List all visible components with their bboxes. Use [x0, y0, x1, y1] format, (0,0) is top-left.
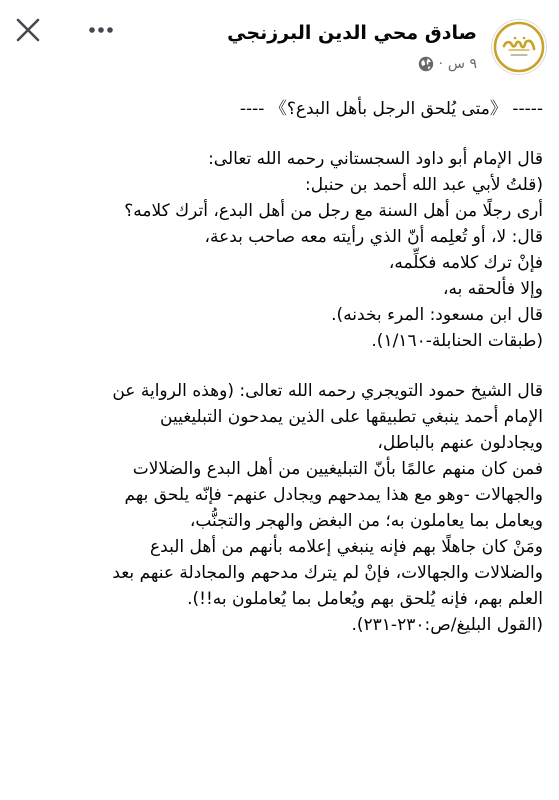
post-line: أرى رجلًا من أهل السنة مع رجل من أهل البدع، أترك كلامه؟: [124, 201, 543, 221]
post-line: (القول البليغ/ص:٢٣٠-٢٣١).: [351, 615, 543, 635]
globe-icon: [418, 56, 434, 72]
post-line: ومَنْ كان جاهلًا بهم فإنه ينبغي إعلامه بأنهم من أهل البدع: [150, 537, 543, 557]
more-options-icon: [88, 26, 114, 34]
post-line: (قلتُ لأبي عبد الله أحمد بن حنبل:: [305, 175, 543, 195]
post-meta: [418, 56, 477, 72]
post-line: الإمام أحمد ينبغي تطبيقها على الذين يمدحون التبليغيين: [160, 407, 543, 427]
post-line: قال ابن مسعود: المرء بخدنه).: [331, 305, 543, 325]
meta-separator: ·: [438, 56, 443, 72]
close-button[interactable]: [12, 14, 44, 46]
post-line: قال الإمام أبو داود السجستاني رحمه الله تعالى:: [208, 149, 543, 169]
spacer: [16, 122, 543, 146]
post-text: [16, 96, 543, 638]
post-line: فإنْ ترك كلامه فكلِّمه،: [388, 253, 543, 273]
post-line: قال: لا، أو تُعلِمه أنّ الذي رأيته معه صاحب بدعة،: [204, 227, 543, 247]
post-line: ويعامل بما يعاملون به؛ من البغض والهجر والتجنُّب،: [189, 511, 543, 531]
author-logo: [491, 19, 547, 75]
post-line: (طبقات الحنابلة-١/١٦٠).: [371, 331, 543, 351]
more-options-button[interactable]: [86, 16, 116, 44]
post-line: وإلا فألحقه به،: [443, 279, 543, 299]
post-time[interactable]: ٩ س: [447, 56, 477, 72]
post-line: والجهالات -وهو مع هذا يمدحهم ويجادل عنهم- فإنّه يلحق بهم: [124, 485, 543, 505]
spacer: [16, 354, 543, 378]
post-line: ويجادلون عنهم بالباطل،: [377, 433, 543, 453]
post-line: والضلالات والجهالات، فإنْ لم يترك مدحهم والمجادلة عنهم بعد: [112, 563, 543, 583]
post-header: [0, 0, 559, 92]
post-line: فمن كان منهم عالمًا بأنّ التبليغيين من أهل البدع والضلالات: [132, 459, 543, 479]
avatar[interactable]: [491, 19, 547, 75]
close-icon: [15, 17, 41, 43]
author-name[interactable]: صادق محي الدين البرزنجي: [227, 22, 477, 44]
post-line: قال الشيخ حمود التويجري رحمه الله تعالى: (وهذه الرواية عن: [112, 381, 543, 401]
post-title: ----- 《متى يُلحق الرجل بأهل البدع؟》 ----: [239, 99, 543, 119]
post-line: العلم بهم، فإنه يُلحق بهم ويُعامل بما يُعاملون به!!).: [187, 589, 543, 609]
